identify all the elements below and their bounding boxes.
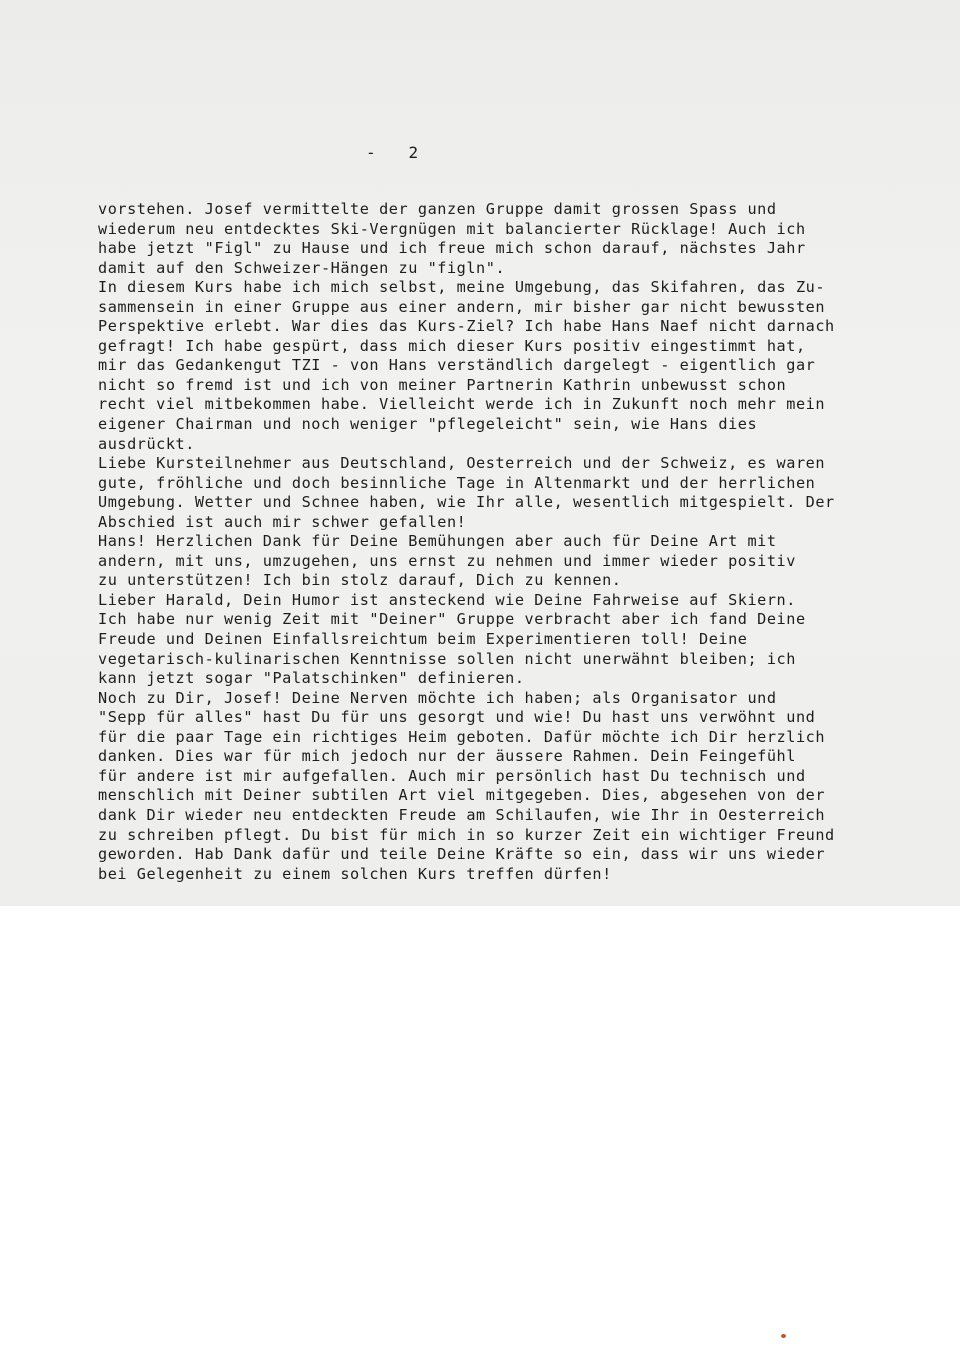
scan-background bbox=[0, 906, 960, 1357]
letter-line: Liebe Kursteilnehmer aus Deutschland, Oesterreich und der Schweiz, es waren bbox=[98, 454, 826, 473]
letter-line: ausdrückt. bbox=[98, 434, 195, 453]
letter-line: vegetarisch-kulinarischen Kenntnisse sollen nicht unerwähnt bleiben; ich bbox=[98, 649, 796, 668]
letter-line: Abschied ist auch mir schwer gefallen! bbox=[98, 512, 467, 531]
paper-speck bbox=[781, 1334, 786, 1338]
letter-line: dank Dir wieder neu entdeckten Freude am Schilaufen, wie Ihr in Oesterreich bbox=[98, 805, 826, 824]
letter-line: danken. Dies war für mich jedoch nur der äussere Rahmen. Dein Feingefühl bbox=[98, 747, 796, 766]
letter-line: vorstehen. Josef vermittelte der ganzen Gruppe damit grossen Spass und bbox=[98, 200, 777, 218]
letter-line: mir das Gedankengut TZI - von Hans verständlich dargelegt - eigentlich gar bbox=[98, 356, 816, 375]
letter-line: zu unterstützen! Ich bin stolz darauf, Dich zu kennen. bbox=[98, 571, 622, 590]
letter-line: bei Gelegenheit zu einem solchen Kurs treffen dürfen! bbox=[98, 864, 612, 883]
letter-line: nicht so fremd ist und ich von meiner Partnerin Kathrin unbewusst schon bbox=[98, 375, 787, 394]
letter-line: recht viel mitbekommen habe. Vielleicht werde ich in Zukunft noch mehr mein bbox=[98, 395, 826, 414]
letter-line: In diesem Kurs habe ich mich selbst, meine Umgebung, das Skifahren, das Zu- bbox=[98, 278, 826, 297]
letter-line: Umgebung. Wetter und Schnee haben, wie Ihr alle, wesentlich mitgespielt. Der bbox=[98, 493, 835, 512]
letter-line: "Sepp für alles" hast Du für uns gesorgt und wie! Du hast uns verwöhnt und bbox=[98, 708, 816, 727]
letter-body bbox=[98, 200, 858, 884]
letter-line: zu schreiben pflegt. Du bist für mich in so kurzer Zeit ein wichtiger Freund bbox=[98, 825, 835, 844]
letter-line: menschlich mit Deiner subtilen Art viel mitgegeben. Dies, abgesehen von der bbox=[98, 786, 826, 805]
letter-line: geworden. Hab Dank dafür und teile Deine Kräfte so ein, dass wir uns wieder bbox=[98, 845, 826, 864]
letter-line: Perspektive erlebt. War dies das Kurs-Ziel? Ich habe Hans Naef nicht darnach bbox=[98, 317, 835, 336]
letter-line: eigener Chairman und noch weniger "pflegeleicht" sein, wie Hans dies bbox=[98, 415, 758, 434]
letter-line: für andere ist mir aufgefallen. Auch mir persönlich hast Du technisch und bbox=[98, 766, 806, 785]
letter-line: damit auf den Schweizer-Hängen zu "figln". bbox=[98, 258, 506, 277]
letter-line: habe jetzt "Figl" zu Hause und ich freue mich schon darauf, nächstes Jahr bbox=[98, 239, 806, 258]
letter-line: gefragt! Ich habe gespürt, dass mich dieser Kurs positiv eingestimmt hat, bbox=[98, 336, 806, 355]
letter-line: andern, mit uns, umzugehen, uns ernst zu nehmen und immer wieder positiv bbox=[98, 551, 796, 570]
letter-line: wiederum neu entdecktes Ski-Vergnügen mit balancierter Rücklage! Auch ich bbox=[98, 219, 806, 238]
letter-line: Hans! Herzlichen Dank für Deine Bemühungen aber auch für Deine Art mit bbox=[98, 532, 777, 551]
letter-line: kann jetzt sogar "Palatschinken" definieren. bbox=[98, 669, 525, 688]
letter-line: Ich habe nur wenig Zeit mit "Deiner" Gruppe verbracht aber ich fand Deine bbox=[98, 610, 806, 629]
letter-line: Noch zu Dir, Josef! Deine Nerven möchte ich haben; als Organisator und bbox=[98, 688, 777, 707]
letter-line: für die paar Tage ein richtiges Heim geboten. Dafür möchte ich Dir herzlich bbox=[98, 727, 826, 746]
letter-line: Lieber Harald, Dein Humor ist ansteckend wie Deine Fahrweise auf Skiern. bbox=[98, 590, 796, 609]
page-number: - 2 bbox=[366, 143, 420, 162]
letter-line: sammensein in einer Gruppe aus einer andern, mir bisher gar nicht bewussten bbox=[98, 297, 826, 316]
letter-line: gute, fröhliche und doch besinnliche Tage in Altenmarkt und der herrlichen bbox=[98, 473, 816, 492]
letter-line: Freude und Deinen Einfallsreichtum beim Experimentieren toll! Deine bbox=[98, 630, 748, 649]
